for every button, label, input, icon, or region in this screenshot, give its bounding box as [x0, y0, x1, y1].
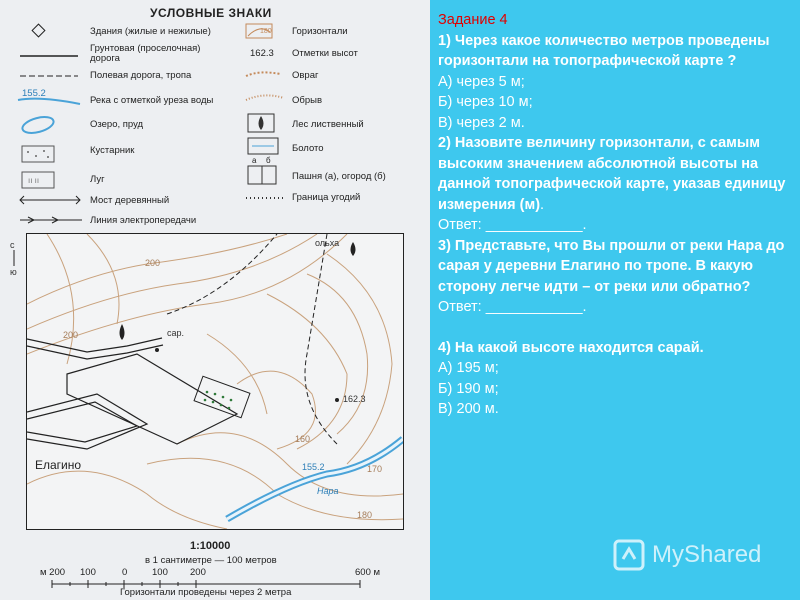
scale-label-4: 200: [190, 567, 206, 578]
legend-power-line: Линия электропередачи: [90, 215, 197, 226]
contour-label-4: 170: [367, 464, 383, 474]
legend-swamp: Болото: [292, 143, 324, 154]
legend-cliff: Обрыв: [292, 95, 322, 106]
shrub-symbol: [22, 146, 54, 162]
legend-dirt-road: Грунтовая (проселочная): [90, 43, 201, 54]
legend-river-height: 155.2: [22, 88, 46, 99]
legend-lake: Озеро, пруд: [90, 119, 144, 130]
watermark-text: MyShared: [652, 541, 762, 568]
contour-label-1: 200: [145, 258, 161, 268]
scale-label-5: 600 м: [355, 567, 381, 578]
alder-label: ольха: [315, 238, 340, 248]
legend-field-road: Полевая дорога, тропа: [90, 70, 192, 81]
scale-label-0: м 200: [40, 567, 66, 578]
river-symbol: [18, 99, 80, 104]
question-4: 4) На какой высоте находится сарай.: [438, 339, 704, 356]
cliff-symbol: [246, 95, 284, 100]
ravine-symbol: [246, 72, 280, 76]
scale-label-1: 100: [80, 567, 96, 578]
legend-contour-sample: 180: [260, 28, 272, 35]
answer-2: Ответ: ____________.: [438, 217, 587, 233]
legend-symbols: [0, 0, 430, 232]
spacer: [438, 318, 793, 338]
legend-dirt-road-2: дорога: [90, 53, 120, 64]
legend-river: Река с отметкой уреза воды: [90, 95, 214, 106]
south-label: ю: [10, 267, 17, 277]
watermark: [612, 538, 761, 572]
q4-option-c: В) 200 м.: [438, 401, 499, 417]
village-name: Елагино: [35, 458, 82, 472]
question-2-dot: .: [540, 196, 545, 213]
height-155: 155.2: [302, 462, 325, 472]
bridge-symbol: [20, 196, 80, 204]
scale-label-3: 100: [152, 567, 168, 578]
map-drawing: [27, 234, 403, 529]
q4-option-b: Б) 190 м;: [438, 380, 499, 397]
lake-symbol: [21, 114, 56, 136]
legend-heights: Отметки высот: [292, 48, 358, 59]
contour-label-5: 180: [357, 510, 373, 520]
legend-forest: Лес лиственный: [292, 119, 364, 130]
legend-meadow: Луг: [90, 174, 105, 185]
watermark-logo-icon: [612, 538, 646, 572]
topographic-map: [26, 233, 404, 530]
q1-option-c: В) через 2 м.: [438, 114, 525, 131]
legend-boundary: Граница угодий: [292, 192, 361, 203]
scale-label-2: 0: [122, 567, 128, 578]
legend-buildings: Здания (жилые и нежилые): [90, 26, 211, 37]
question-1: 1) Через какое количество метров проведены горизонтали на топографической карте ?: [438, 32, 770, 69]
height-162: 162.3: [343, 394, 366, 404]
svg-text:ıı ıı: ıı ıı: [28, 176, 40, 185]
north-label: с: [10, 240, 15, 250]
barn-label: сар.: [167, 328, 185, 338]
q1-option-a: А) через 5 м;: [438, 73, 525, 90]
answer-3: Ответ: ____________.: [438, 299, 587, 315]
legend-height-sample: 162.3: [250, 48, 274, 59]
legend-ravine: Овраг: [292, 70, 319, 81]
scale-cm-note: в 1 сантиметре — 100 метров: [145, 555, 277, 566]
question-3: 3) Представьте, что Вы прошли от реки Нара до сарая у деревни Елагино по тропе. В какую сторону легче идти – от реки или обратно?: [438, 237, 785, 295]
river-name: Нара: [317, 486, 339, 496]
legend-field: Пашня (а), огород (б): [292, 171, 386, 182]
contour-label-2: 200: [63, 330, 79, 340]
task-panel: [430, 0, 800, 600]
scale-caption: Горизонтали проведены через 2 метра: [120, 587, 292, 598]
task-title: Задание 4: [438, 12, 508, 28]
task-text: [438, 10, 793, 420]
building-symbol: [32, 24, 45, 37]
q4-option-a: А) 195 м;: [438, 360, 499, 376]
legend-field-a: а: [252, 156, 257, 165]
legend-shrub: Кустарник: [90, 145, 135, 156]
question-2: 2) Назовите величину горизонтали, с самым высоким значением абсолютной высоты на данной топографической карте, указав единицу измерения (м): [438, 135, 786, 213]
contour-label-3: 160: [295, 434, 311, 444]
legend-title: УСЛОВНЫЕ ЗНАКИ: [150, 6, 272, 20]
legend-bridge: Мост деревянный: [90, 195, 170, 206]
legend-field-b: б: [266, 156, 271, 165]
q1-option-b: Б) через 10 м;: [438, 94, 533, 110]
scale-ratio: 1:10000: [190, 540, 231, 552]
legend-contours: Горизонтали: [292, 26, 348, 37]
